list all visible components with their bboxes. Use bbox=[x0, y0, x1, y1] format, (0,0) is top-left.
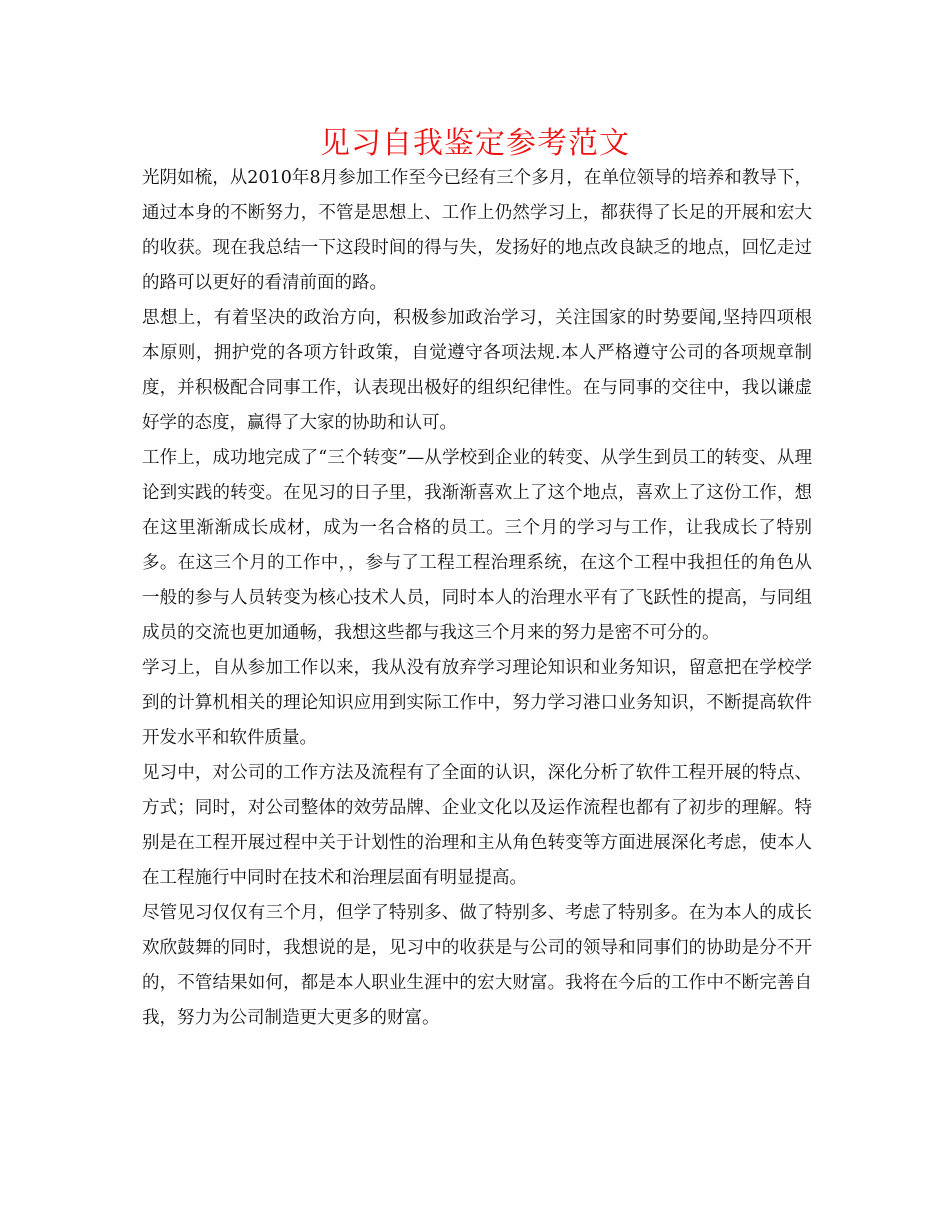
paragraph-ideology: 思想上，有着坚决的政治方向，积极参加政治学习，关注国家的时势要闻,坚持四项根本原则，拥护党的各项方针政策，自觉遵守各项法规.本人严格遵守公司的各项规章制度，并积极配合同事工作，认表现出极好的组织纪律性。在与同事的交往中，我以谦虚好学的态度，赢得了大家的协助和认可。 bbox=[142, 308, 812, 433]
document-title: 见习自我鉴定参考范文 bbox=[320, 126, 630, 161]
paragraph-conclusion: 尽管见习仅仅有三个月，但学了特别多、做了特别多、考虑了特别多。在为本人的成长欢欣鼓舞的同时，我想说的是，见习中的收获是与公司的领导和同事们的协助是分不开的，不管结果如何，都是本人职业生涯中的宏大财富。我将在今后的工作中不断完善自我，努力为公司制造更大更多的财富。 bbox=[142, 903, 812, 1028]
paragraph-study: 学习上，自从参加工作以来，我从没有放弃学习理论知识和业务知识，留意把在学校学到的计算机相关的理论知识应用到实际工作中，努力学习港口业务知识，不断提高软件开发水平和软件质量。 bbox=[142, 658, 812, 748]
paragraph-work: 工作上，成功地完成了“三个转变”—从学校到企业的转变、从学生到员工的转变、从理论到实践的转变。在见习的日子里，我渐渐喜欢上了这个地点，喜欢上了这份工作，想在这里渐渐成长成材，成为一名合格的员工。三个月的学习与工作，让我成长了特别多。在这三个月的工作中，，参与了工程工程治理系统，在这个工程中我担任的角色从一般的参与人员转变为核心技术人员，同时本人的治理水平有了飞跃性的提高，与同组成员的交流也更加通畅，我想这些都与我这三个月来的努力是密不可分的。 bbox=[142, 448, 812, 643]
paragraph-intro: 光阴如梳，从2010年8月参加工作至今已经有三个多月，在单位领导的培养和教导下，通过本身的不断努力，不管是思想上、工作上仍然学习上，都获得了长足的开展和宏大的收获。现在我总结一下这段时间的得与失，发扬好的地点改良缺乏的地点，回忆走过的路可以更好的看清前面的路。 bbox=[142, 168, 812, 293]
document-body bbox=[142, 161, 812, 1036]
paragraph-internship: 见习中，对公司的工作方法及流程有了全面的认识，深化分析了软件工程开展的特点、方式；同时，对公司整体的效劳品牌、企业文化以及运作流程也都有了初步的理解。特别是在工程开展过程中关于计划性的治理和主从角色转变等方面进展深化考虑，使本人在工程施行中同时在技术和治理层面有明显提高。 bbox=[142, 763, 812, 888]
